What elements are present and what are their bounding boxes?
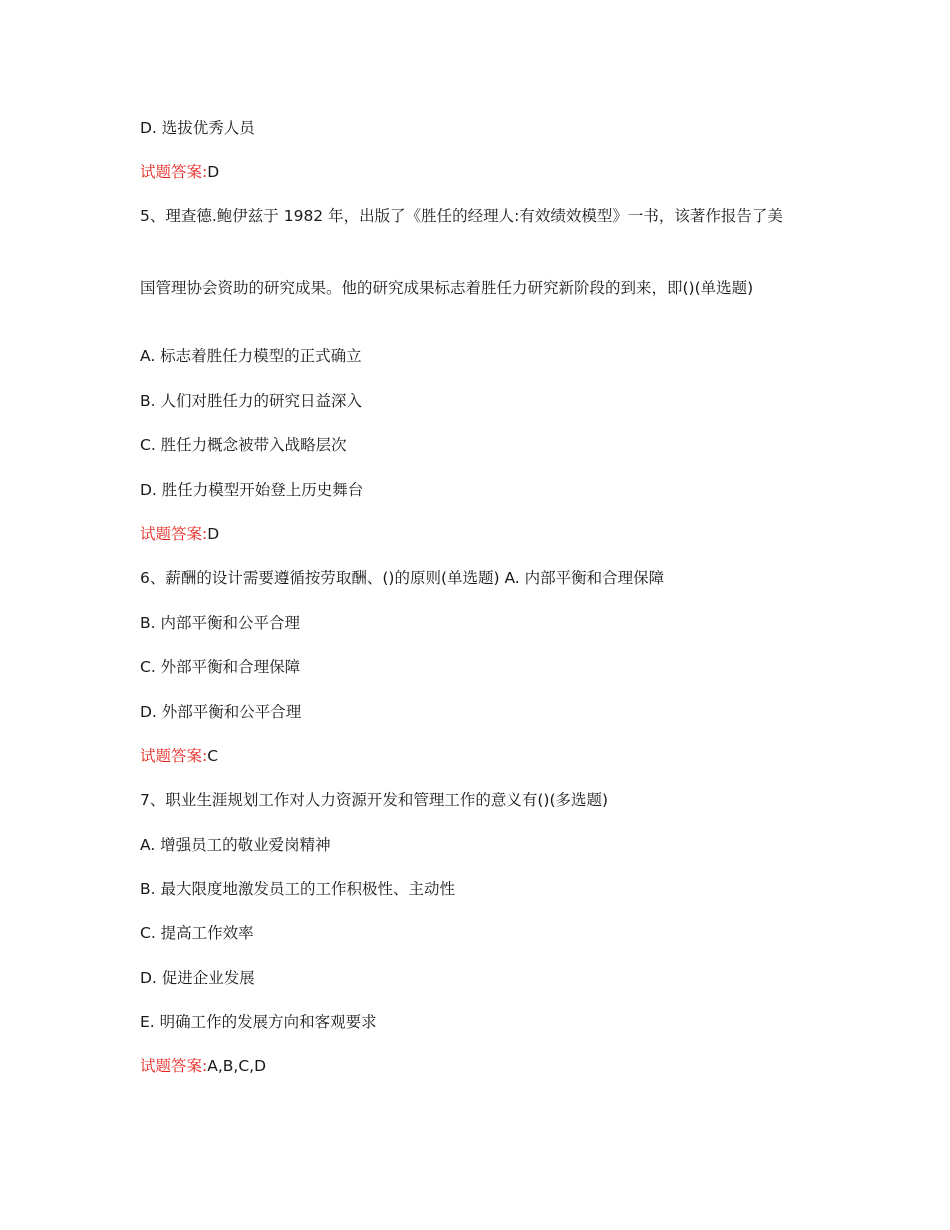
answer-value: C (207, 747, 219, 765)
answer-line (140, 522, 820, 546)
question-line: 6、薪酬的设计需要遵循按劳取酬、()的原则(单选题) A. 内部平衡和合理保障 (140, 569, 665, 587)
answer-line (140, 160, 820, 184)
option-line: B. 人们对胜任力的研究日益深入 (140, 392, 362, 410)
option-line: D. 外部平衡和公平合理 (140, 703, 302, 721)
option-line: C. 外部平衡和合理保障 (140, 658, 301, 676)
answer-value: D (207, 525, 220, 543)
answer-label: 试题答案: (140, 163, 208, 181)
question-line: 5、理查德.鲍伊兹于 1982 年，出版了《胜任的经理人:有效绩效模型》一书，该著作报告了美 (140, 207, 783, 225)
option-line: D. 胜任力模型开始登上历史舞台 (140, 481, 364, 499)
answer-line (140, 744, 820, 768)
option-line: C. 胜任力概念被带入战略层次 (140, 436, 347, 454)
answer-label: 试题答案: (140, 1057, 208, 1075)
option-line: E. 明确工作的发展方向和客观要求 (140, 1013, 377, 1031)
answer-label: 试题答案: (140, 747, 208, 765)
question-line: 7、职业生涯规划工作对人力资源开发和管理工作的意义有()(多选题) (140, 791, 609, 809)
option-line: C. 提高工作效率 (140, 924, 254, 942)
option-line: B. 内部平衡和公平合理 (140, 614, 300, 632)
option-line: A. 增强员工的敬业爱岗精神 (140, 836, 331, 854)
answer-value: A,B,C,D (207, 1057, 267, 1075)
answer-label: 试题答案: (140, 525, 208, 543)
option-line: B. 最大限度地激发员工的工作积极性、主动性 (140, 880, 455, 898)
option-line: A. 标志着胜任力模型的正式确立 (140, 347, 362, 365)
question-line: 国管理协会资助的研究成果。他的研究成果标志着胜任力研究新阶段的到来，即()(单选题) (140, 279, 754, 297)
answer-value: D (207, 163, 220, 181)
option-line: D. 选拔优秀人员 (140, 119, 255, 137)
option-line: D. 促进企业发展 (140, 969, 255, 987)
answer-line (140, 1054, 820, 1078)
